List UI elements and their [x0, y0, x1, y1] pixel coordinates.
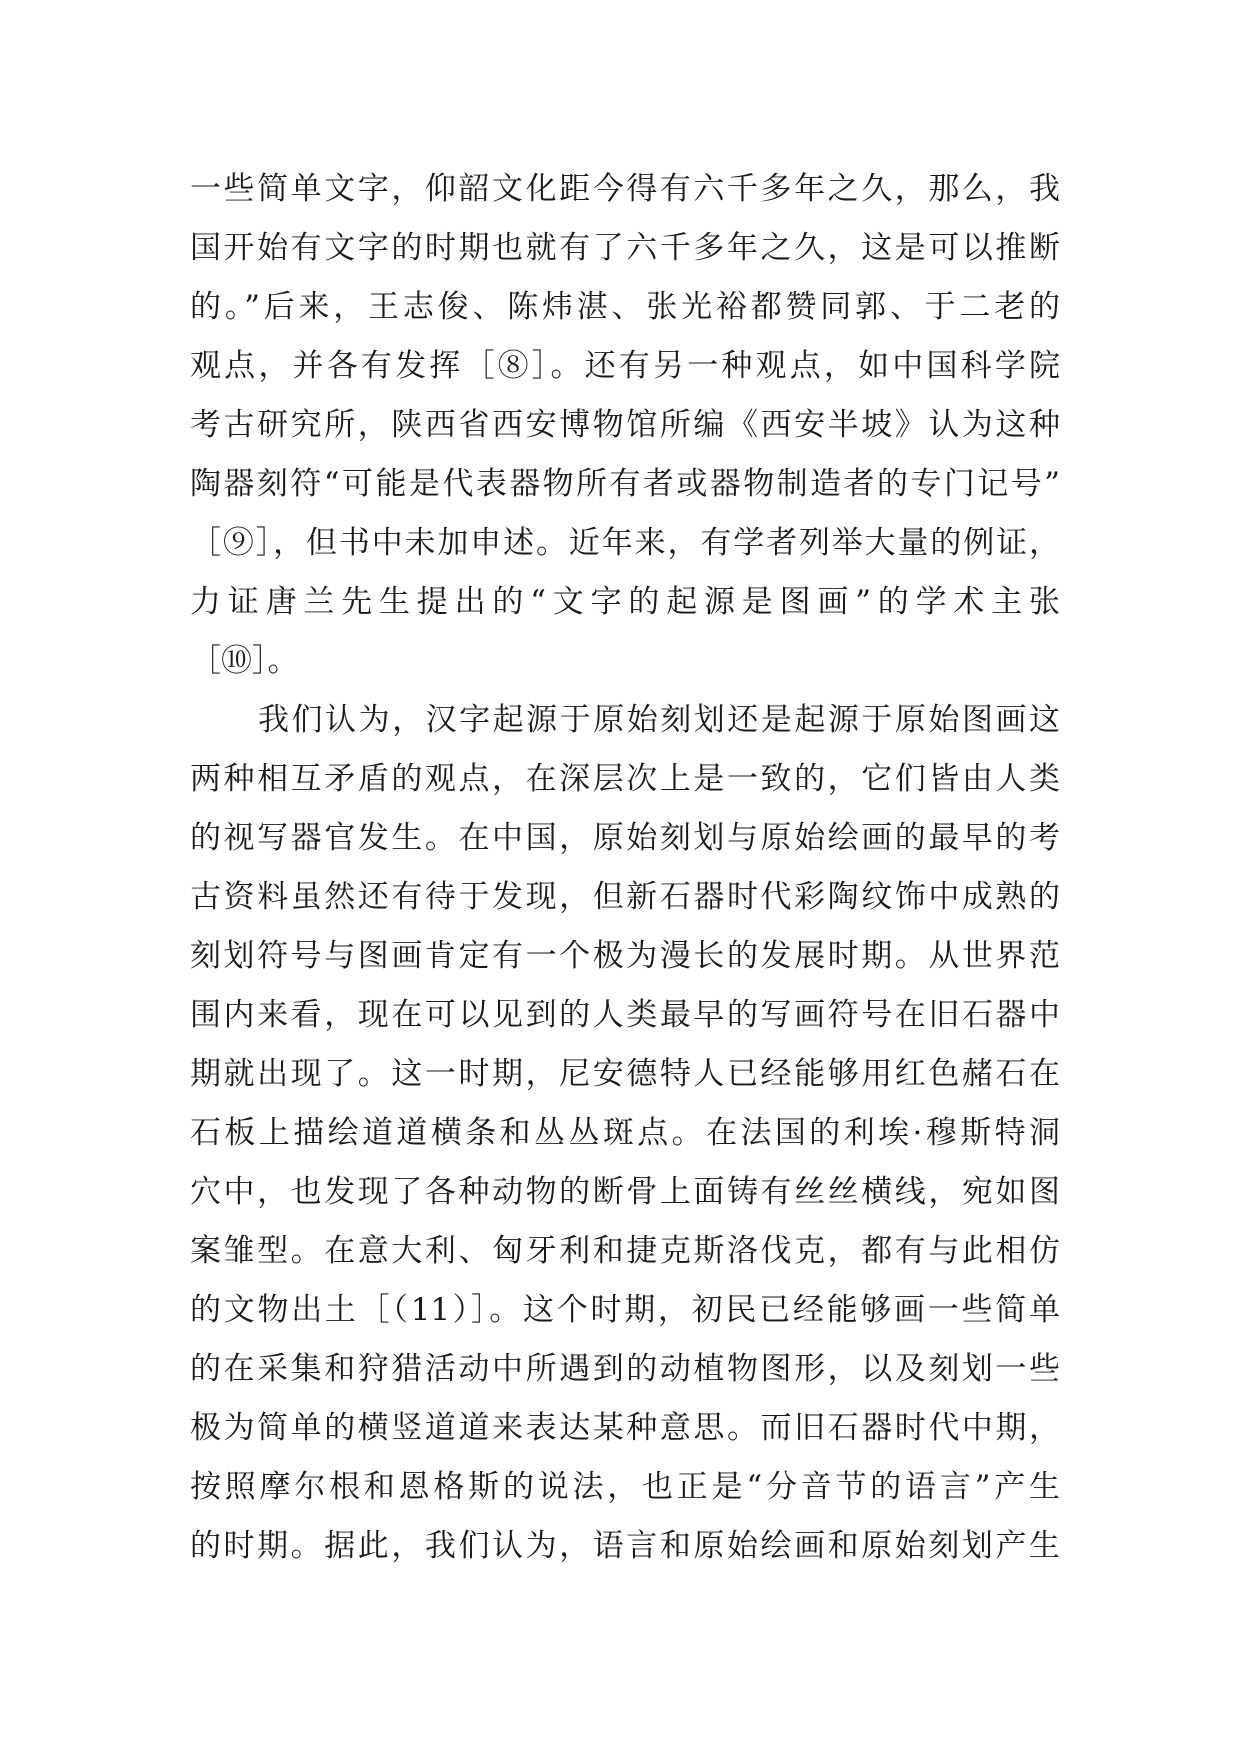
paragraph — [190, 160, 1060, 691]
text-line: 按照摩尔根和恩格斯的说法，也正是“分音节的语言”产生 — [190, 1469, 1060, 1505]
text-line: 考古研究所，陕西省西安博物馆所编《西安半坡》认为这种 — [190, 407, 1060, 443]
text-line: 石板上描绘道道横条和丛丛斑点。在法国的利埃·穆斯特洞 — [190, 1115, 1060, 1151]
text-line: 期就出现了。这一时期，尼安德特人已经能够用红色赭石在 — [190, 1056, 1060, 1092]
text-line: 围内来看，现在可以见到的人类最早的写画符号在旧石器中 — [190, 997, 1060, 1033]
text-line: 案雏型。在意大利、匈牙利和捷克斯洛伐克，都有与此相仿 — [190, 1233, 1060, 1269]
text-line: 的文物出土［（11）］。这个时期，初民已经能够画一些简单 — [190, 1292, 1060, 1328]
text-line: ［⑨］，但书中未加申述。近年来，有学者列举大量的例证， — [190, 525, 1060, 561]
text-line: 古资料虽然还有待于发现，但新石器时代彩陶纹饰中成熟的 — [190, 879, 1060, 915]
text-line: 观点，并各有发挥［⑧］。还有另一种观点，如中国科学院 — [190, 348, 1060, 384]
text-line: 国开始有文字的时期也就有了六千多年之久，这是可以推断 — [190, 230, 1060, 266]
text-line: 力证唐兰先生提出的“文字的起源是图画”的学术主张 — [190, 584, 1060, 620]
text-line: 两种相互矛盾的观点，在深层次上是一致的，它们皆由人类 — [190, 761, 1060, 797]
text-line: 的。”后来，王志俊、陈炜湛、张光裕都赞同郭、于二老的 — [190, 289, 1060, 325]
paragraph — [190, 691, 1060, 1576]
text-line: 的在采集和狩猎活动中所遇到的动植物图形，以及刻划一些 — [190, 1351, 1060, 1387]
text-line: ［⑩］。 — [190, 643, 299, 679]
text-line: 穴中，也发现了各种动物的断骨上面铸有丝丝横线，宛如图 — [190, 1174, 1060, 1210]
text-line: 极为简单的横竖道道来表达某种意思。而旧石器时代中期， — [190, 1410, 1060, 1446]
body-text — [190, 160, 1060, 1576]
text-line: 的时期。据此，我们认为，语言和原始绘画和原始刻划产生 — [190, 1528, 1060, 1564]
text-line: 我们认为，汉字起源于原始刻划还是起源于原始图画这 — [258, 702, 1060, 738]
text-line: 陶器刻符“可能是代表器物所有者或器物制造者的专门记号” — [190, 466, 1060, 502]
text-line: 的视写器官发生。在中国，原始刻划与原始绘画的最早的考 — [190, 820, 1060, 856]
text-line: 一些简单文字，仰韶文化距今得有六千多年之久，那么，我 — [190, 171, 1060, 207]
text-line: 刻划符号与图画肯定有一个极为漫长的发展时期。从世界范 — [190, 938, 1060, 974]
